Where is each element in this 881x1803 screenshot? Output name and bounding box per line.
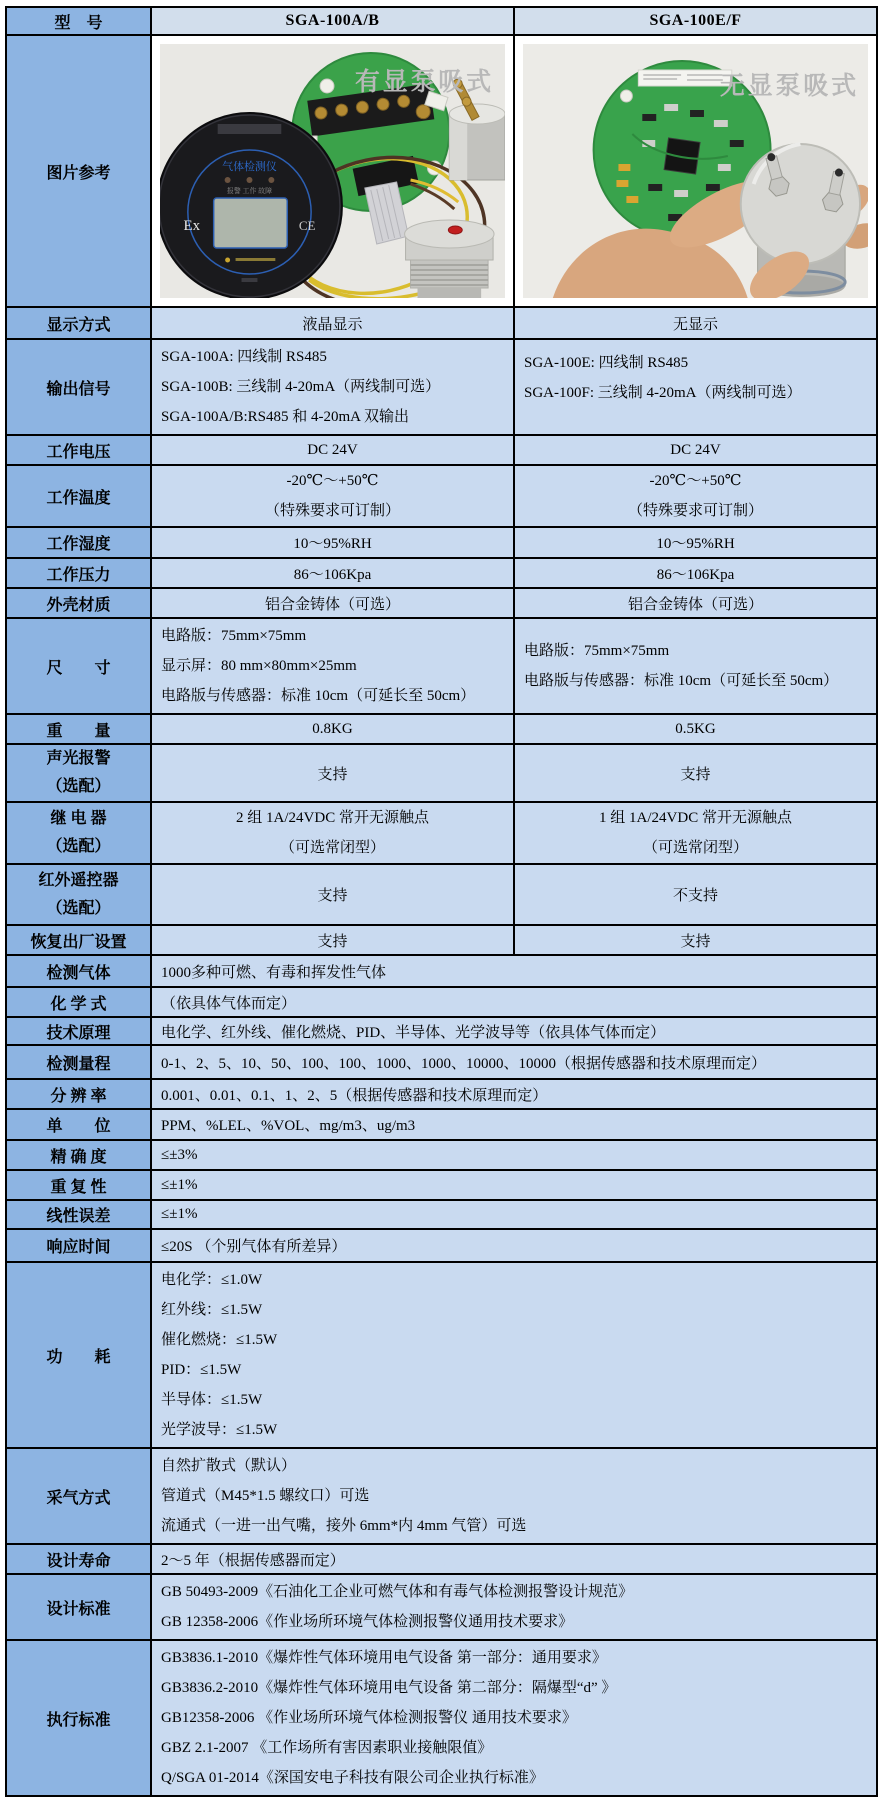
voltage-a: DC 24V bbox=[151, 435, 514, 465]
spec-line: 1 组 1A/24VDC 常开无源触点 bbox=[599, 810, 792, 826]
spec-line: SGA-100E: 四线制 RS485 bbox=[524, 355, 689, 371]
spec-line: （可选常闭型） bbox=[279, 840, 385, 856]
tech-principle-label: 技术原理 bbox=[6, 1017, 151, 1045]
spec-line: SGA-100A/B:RS485 和 4-20mA 双输出 bbox=[161, 409, 409, 425]
repeatability-value: ≤±1% bbox=[151, 1170, 877, 1200]
spec-line: 电路版：75mm×75mm bbox=[524, 643, 670, 659]
row-alarm bbox=[6, 744, 877, 802]
factory-reset-b: 支持 bbox=[514, 925, 877, 955]
sampling-method-value bbox=[151, 1448, 877, 1544]
design-life-label: 设计寿命 bbox=[6, 1544, 151, 1574]
row-sampling-method bbox=[6, 1448, 877, 1544]
resolution-label: 分 辨 率 bbox=[6, 1079, 151, 1109]
voltage-b: DC 24V bbox=[514, 435, 877, 465]
spec-line: GB 50493-2009《石油化工企业可燃气体和有毒气体检测报警设计规范》 bbox=[161, 1584, 634, 1600]
spec-line: GBZ 2.1-2007 《工作场所有害因素职业接触限值》 bbox=[161, 1740, 493, 1756]
spec-line: 红外线：≤1.5W bbox=[161, 1302, 263, 1318]
spec-line: Q/SGA 01-2014《深国安电子科技有限公司企业执行标准》 bbox=[161, 1770, 544, 1786]
response-time-label: 响应时间 bbox=[6, 1229, 151, 1262]
weight-b: 0.5KG bbox=[514, 714, 877, 744]
photo-cell-b bbox=[514, 35, 877, 307]
photo-row-label: 图片参考 bbox=[6, 35, 151, 307]
spec-line: 电路版：75mm×75mm bbox=[161, 628, 307, 644]
header-model-b: SGA-100E/F bbox=[514, 7, 877, 35]
header-model-label: 型 号 bbox=[6, 7, 151, 35]
spec-line: GB3836.2-2010《爆炸性气体环境用电气设备 第二部分：隔爆型“d” 》 bbox=[161, 1680, 617, 1696]
execution-standard-value bbox=[151, 1640, 877, 1796]
ir-remote-b: 不支持 bbox=[514, 864, 877, 925]
dimensions-a bbox=[151, 618, 514, 714]
row-tech-principle bbox=[6, 1017, 877, 1045]
row-power-consumption bbox=[6, 1262, 877, 1448]
alarm-label bbox=[6, 744, 151, 802]
spec-line: SGA-100A: 四线制 RS485 bbox=[161, 349, 327, 365]
row-temperature bbox=[6, 465, 877, 527]
ir-remote-label bbox=[6, 864, 151, 925]
spec-line: SGA-100F: 三线制 4-20mA（两线制可选） bbox=[524, 385, 802, 401]
design-life-value: 2～5 年（根据传感器而定） bbox=[151, 1544, 877, 1574]
shell-material-b: 铝合金铸体（可选） bbox=[514, 588, 877, 618]
pressure-b: 86～106Kpa bbox=[514, 558, 877, 588]
spec-line: -20℃～+50℃ bbox=[286, 473, 379, 489]
response-time-value: ≤20S （个别气体有所差异） bbox=[151, 1229, 877, 1262]
shell-material-label: 外壳材质 bbox=[6, 588, 151, 618]
label-line: 红外遥控器 bbox=[38, 871, 119, 889]
linearity-label: 线性误差 bbox=[6, 1200, 151, 1229]
gauge-ex-mark: Ex bbox=[183, 217, 201, 235]
row-chemical-formula bbox=[6, 987, 877, 1017]
chemical-formula-label: 化 学 式 bbox=[6, 987, 151, 1017]
row-resolution bbox=[6, 1079, 877, 1109]
unit-label: 单 位 bbox=[6, 1109, 151, 1140]
design-standard-label: 设计标准 bbox=[6, 1574, 151, 1640]
row-humidity bbox=[6, 527, 877, 558]
gauge-lcd bbox=[214, 198, 288, 248]
detected-gas-value: 1000多种可燃、有毒和挥发性气体 bbox=[151, 955, 877, 987]
label-line: （选配） bbox=[46, 899, 111, 917]
dimensions-label: 尺 寸 bbox=[6, 618, 151, 714]
display-mode-label: 显示方式 bbox=[6, 307, 151, 339]
row-response-time bbox=[6, 1229, 877, 1262]
row-output-signal bbox=[6, 339, 877, 435]
humidity-b: 10～95%RH bbox=[514, 527, 877, 558]
spec-line: 2 组 1A/24VDC 常开无源触点 bbox=[236, 810, 429, 826]
row-voltage bbox=[6, 435, 877, 465]
spec-line: PID：≤1.5W bbox=[161, 1362, 242, 1378]
spec-line: -20℃～+50℃ bbox=[649, 473, 742, 489]
row-detected-gas bbox=[6, 955, 877, 987]
spec-line: 自然扩散式（默认） bbox=[161, 1458, 297, 1474]
detector-gauge bbox=[160, 113, 342, 298]
linearity-value: ≤±1% bbox=[151, 1200, 877, 1229]
row-dimensions bbox=[6, 618, 877, 714]
accuracy-value: ≤±3% bbox=[151, 1140, 877, 1170]
row-display-mode bbox=[6, 307, 877, 339]
spec-line: （特殊要求可订制） bbox=[264, 503, 400, 519]
repeatability-label: 重 复 性 bbox=[6, 1170, 151, 1200]
spec-line: 显示屏：80 mm×80mm×25mm bbox=[161, 658, 357, 674]
display-mode-b: 无显示 bbox=[514, 307, 877, 339]
row-repeatability bbox=[6, 1170, 877, 1200]
output-signal-b bbox=[514, 339, 877, 435]
factory-reset-a: 支持 bbox=[151, 925, 514, 955]
sampling-method-label: 采气方式 bbox=[6, 1448, 151, 1544]
power-consumption-label: 功 耗 bbox=[6, 1262, 151, 1448]
alarm-b: 支持 bbox=[514, 744, 877, 802]
weight-label: 重 量 bbox=[6, 714, 151, 744]
spec-line: 电路版与传感器：标准 10cm（可延长至 50cm） bbox=[524, 673, 839, 689]
photo-b-watermark: 无显泵吸式 bbox=[719, 72, 860, 101]
row-accuracy bbox=[6, 1140, 877, 1170]
relay-a bbox=[151, 802, 514, 864]
spec-line: GB12358-2006 《作业场所环境气体检测报警仪 通用技术要求》 bbox=[161, 1710, 577, 1726]
header-model-a: SGA-100A/B bbox=[151, 7, 514, 35]
row-unit bbox=[6, 1109, 877, 1140]
spec-line: 光学波导：≤1.5W bbox=[161, 1422, 278, 1438]
spec-line: 流通式（一进一出气嘴，接外 6mm*内 4mm 气管）可选 bbox=[161, 1518, 527, 1534]
output-signal-label: 输出信号 bbox=[6, 339, 151, 435]
gauge-screen-title: 气体检测仪 bbox=[222, 160, 277, 174]
row-pressure bbox=[6, 558, 877, 588]
spec-line: 电化学：≤1.0W bbox=[161, 1272, 263, 1288]
label-line: 继 电 器 bbox=[50, 810, 107, 827]
spec-line: （特殊要求可订制） bbox=[627, 503, 763, 519]
temperature-b bbox=[514, 465, 877, 527]
row-relay bbox=[6, 802, 877, 864]
row-shell-material bbox=[6, 588, 877, 618]
shell-material-a: 铝合金铸体（可选） bbox=[151, 588, 514, 618]
row-design-standard bbox=[6, 1574, 877, 1640]
temperature-label: 工作温度 bbox=[6, 465, 151, 527]
spec-line: （可选常闭型） bbox=[642, 840, 748, 856]
pressure-label: 工作压力 bbox=[6, 558, 151, 588]
accuracy-label: 精 确 度 bbox=[6, 1140, 151, 1170]
execution-standard-label: 执行标准 bbox=[6, 1640, 151, 1796]
label-line: （选配） bbox=[46, 778, 111, 795]
alarm-a: 支持 bbox=[151, 744, 514, 802]
detection-range-value: 0-1、2、5、10、50、100、100、1000、1000、10000、10000（根据传感器和技术原理而定） bbox=[151, 1045, 877, 1079]
row-ir-remote bbox=[6, 864, 877, 925]
temperature-a bbox=[151, 465, 514, 527]
photo-cell-a bbox=[151, 35, 514, 307]
label-line: 声光报警 bbox=[46, 750, 111, 767]
header-row bbox=[6, 7, 877, 35]
gauge-led-labels: 报警 工作 故障 bbox=[226, 186, 273, 196]
product-photo-b bbox=[523, 44, 868, 298]
humidity-a: 10～95%RH bbox=[151, 527, 514, 558]
factory-reset-label: 恢复出厂设置 bbox=[6, 925, 151, 955]
row-factory-reset bbox=[6, 925, 877, 955]
row-detection-range bbox=[6, 1045, 877, 1079]
row-weight bbox=[6, 714, 877, 744]
unit-value: PPM、%LEL、%VOL、mg/m3、ug/m3 bbox=[151, 1109, 877, 1140]
ir-remote-a: 支持 bbox=[151, 864, 514, 925]
row-design-life bbox=[6, 1544, 877, 1574]
detection-range-label: 检测量程 bbox=[6, 1045, 151, 1079]
sensor-cylinder bbox=[741, 144, 860, 298]
output-signal-a bbox=[151, 339, 514, 435]
power-consumption-value bbox=[151, 1262, 877, 1448]
spec-table bbox=[5, 6, 878, 1797]
dimensions-b bbox=[514, 618, 877, 714]
spec-line: SGA-100B: 三线制 4-20mA（两线制可选） bbox=[161, 379, 441, 395]
photo-a-watermark: 有显泵吸式 bbox=[354, 68, 495, 97]
display-mode-a: 液晶显示 bbox=[151, 307, 514, 339]
weight-a: 0.8KG bbox=[151, 714, 514, 744]
chemical-formula-value: （依具体气体而定） bbox=[151, 987, 877, 1017]
spec-line: 管道式（M45*1.5 螺纹口）可选 bbox=[161, 1488, 370, 1504]
spec-line: GB3836.1-2010《爆炸性气体环境用电气设备 第一部分：通用要求》 bbox=[161, 1650, 607, 1666]
relay-label bbox=[6, 802, 151, 864]
row-execution-standard bbox=[6, 1640, 877, 1796]
row-linearity bbox=[6, 1200, 877, 1229]
design-standard-value bbox=[151, 1574, 877, 1640]
spec-line: 催化燃烧：≤1.5W bbox=[161, 1332, 278, 1348]
photo-row bbox=[6, 35, 877, 307]
spec-line: 电路版与传感器：标准 10cm（可延长至 50cm） bbox=[161, 688, 476, 704]
gauge-ce-mark: CE bbox=[298, 217, 316, 234]
product-photo-a bbox=[160, 44, 505, 298]
humidity-label: 工作湿度 bbox=[6, 527, 151, 558]
resolution-value: 0.001、0.01、0.1、1、2、5（根据传感器和技术原理而定） bbox=[151, 1079, 877, 1109]
relay-b bbox=[514, 802, 877, 864]
spec-line: GB 12358-2006《作业场所环境气体检测报警仪通用技术要求》 bbox=[161, 1614, 574, 1630]
sensor-module bbox=[405, 220, 494, 298]
label-line: （选配） bbox=[46, 838, 111, 855]
tech-principle-value: 电化学、红外线、催化燃烧、PID、半导体、光学波导等（依具体气体而定） bbox=[151, 1017, 877, 1045]
detected-gas-label: 检测气体 bbox=[6, 955, 151, 987]
voltage-label: 工作电压 bbox=[6, 435, 151, 465]
pressure-a: 86～106Kpa bbox=[151, 558, 514, 588]
spec-line: 半导体：≤1.5W bbox=[161, 1392, 263, 1408]
